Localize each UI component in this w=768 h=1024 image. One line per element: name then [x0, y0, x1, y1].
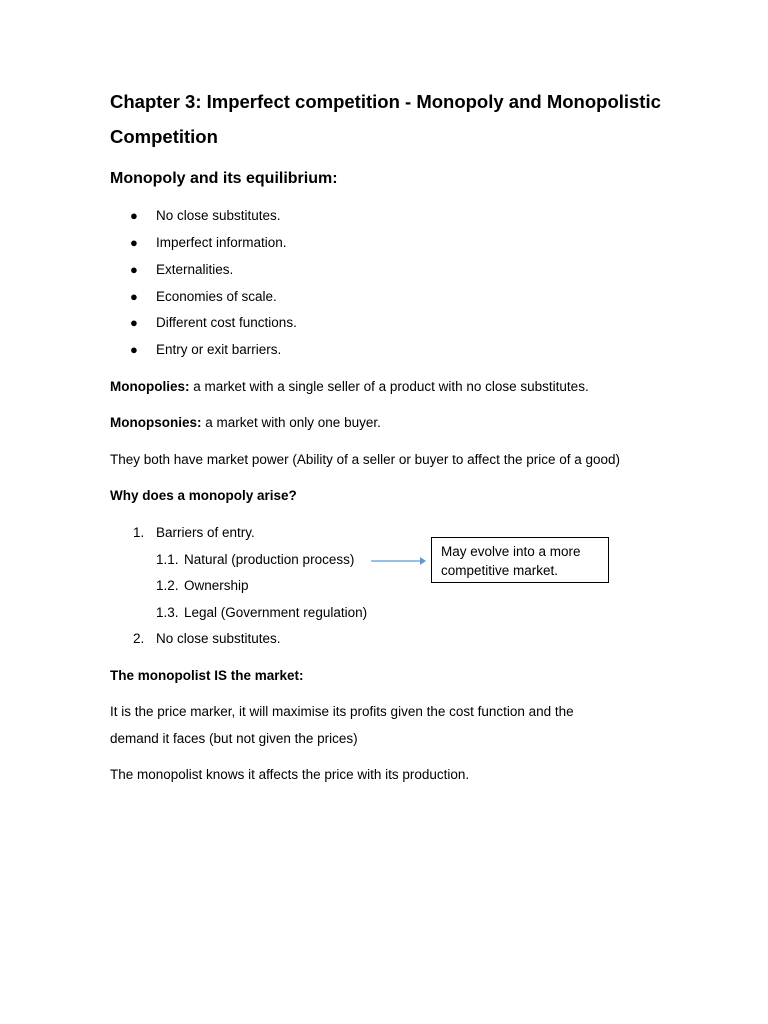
bullet-icon: ● [130, 262, 138, 277]
list-item-text: No close substitutes. [156, 208, 281, 223]
bullet-icon: ● [130, 342, 138, 357]
list-item-text: Imperfect information. [156, 235, 287, 250]
callout-text: May evolve into a more competitive market. [441, 544, 581, 578]
list-item-text: Barriers of entry. [156, 525, 255, 540]
definition-monopolies [110, 378, 589, 396]
list-item-number: 1.2. [156, 578, 179, 593]
definition-monopsonies [110, 414, 381, 432]
page-title: Chapter 3: Imperfect competition - Monopoly and Monopolistic Competition [110, 91, 661, 147]
paragraph: The monopolist knows it affects the price with its production. [110, 767, 470, 782]
list-item-text: No close substitutes. [156, 631, 281, 646]
term-monopsonies: Monopsonies: [110, 415, 202, 430]
paragraph-line: It is the price marker, it will maximise its profits given the cost function and the [110, 704, 574, 719]
definition-text: a market with only one buyer. [201, 415, 381, 430]
list-item-text: Legal (Government regulation) [184, 605, 368, 620]
bullet-icon: ● [130, 315, 138, 330]
list-item-text: Economies of scale. [156, 289, 277, 304]
term-monopolies: Monopolies: [110, 379, 190, 394]
list-item-number: 2. [133, 631, 145, 646]
arrow-right-icon [370, 553, 430, 569]
callout-box [431, 537, 609, 583]
bullet-icon: ● [130, 289, 138, 304]
list-item-text: Externalities. [156, 262, 234, 277]
list-item-text: Entry or exit barriers. [156, 342, 282, 357]
list-item-number: 1.1. [156, 552, 179, 567]
market-power-paragraph: They both have market power (Ability of a seller or buyer to affect the price of a good) [110, 452, 621, 467]
section-heading-why-monopoly: Why does a monopoly arise? [110, 488, 297, 503]
paragraph-line: demand it faces (but not given the prices) [110, 731, 358, 746]
list-item-text: Different cost functions. [156, 315, 297, 330]
list-item-number: 1. [133, 525, 145, 540]
definition-text: a market with a single seller of a product with no close substitutes. [189, 379, 589, 394]
list-item-text: Natural (production process) [184, 552, 355, 567]
list-item-number: 1.3. [156, 605, 179, 620]
list-item-text: Ownership [184, 578, 249, 593]
section-heading-monopolist-market: The monopolist IS the market: [110, 668, 304, 683]
bullet-icon: ● [130, 235, 138, 250]
section-heading-monopoly-equilibrium: Monopoly and its equilibrium: [110, 170, 338, 187]
bullet-icon: ● [130, 208, 138, 223]
